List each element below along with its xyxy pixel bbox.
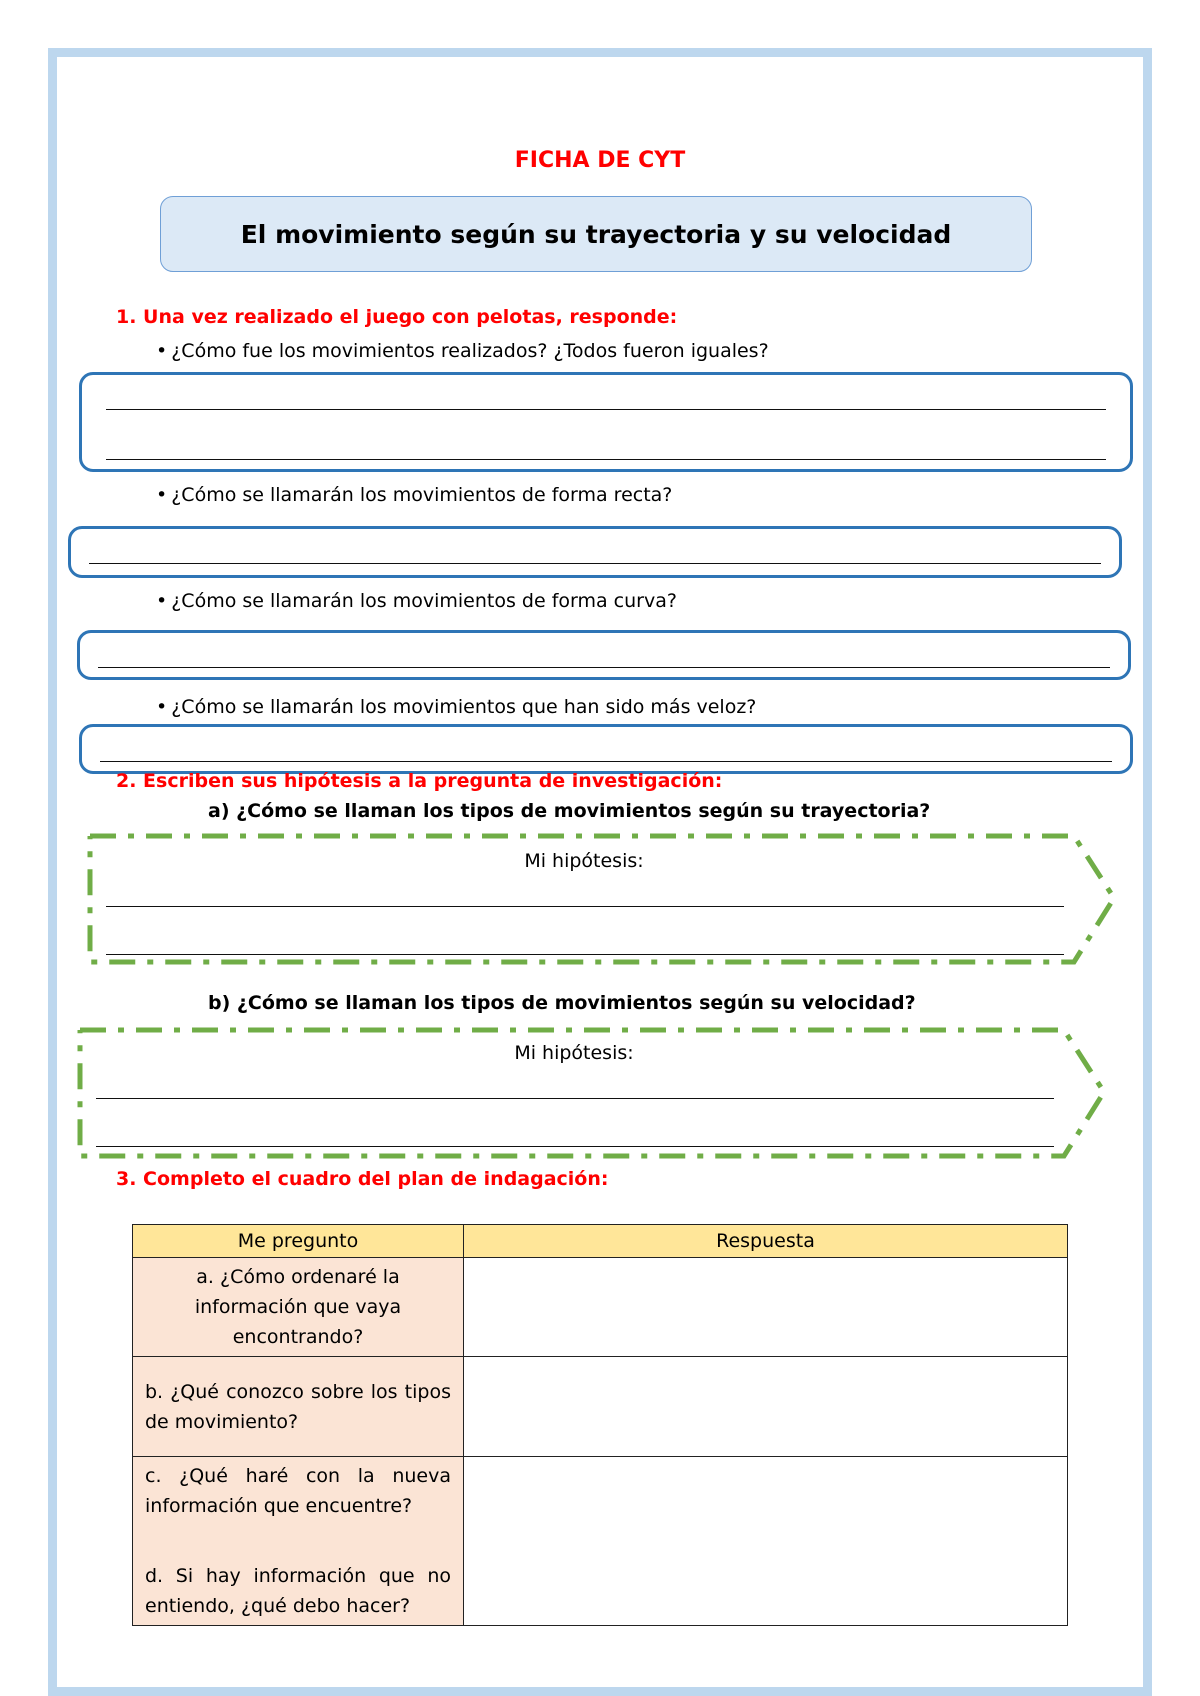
table-header-row	[133, 1225, 1068, 1258]
table-row	[133, 1457, 1068, 1626]
question-cell: b. ¿Qué conozco sobre los tipos de movimiento?	[133, 1357, 464, 1457]
question-1-4-text: ¿Cómo se llamarán los movimientos que han sido más veloz?	[171, 696, 757, 718]
bullet-icon: •	[156, 696, 168, 718]
topic-title: El movimiento según su trayectoria y su velocidad	[240, 219, 952, 249]
question-1-3-text: ¿Cómo se llamarán los movimientos de forma curva?	[171, 590, 677, 612]
answer-box-1[interactable]	[79, 372, 1133, 472]
answer-box-2[interactable]	[68, 526, 1122, 578]
header-respuesta: Respuesta	[464, 1225, 1068, 1258]
question-1-1-text: ¿Cómo fue los movimientos realizados? ¿Todos fueron iguales?	[171, 340, 769, 362]
header-me-pregunto: Me pregunto	[133, 1225, 464, 1258]
answer-line[interactable]	[98, 667, 1110, 668]
answer-line[interactable]	[89, 563, 1101, 564]
question-1-1	[156, 340, 769, 362]
hypothesis-b-line[interactable]	[96, 1098, 1054, 1099]
question-1-2-text: ¿Cómo se llamarán los movimientos de forma recta?	[171, 484, 673, 506]
table-row	[133, 1357, 1068, 1457]
answer-cell[interactable]	[464, 1457, 1068, 1626]
question-1-4	[156, 696, 756, 718]
topic-title-box	[160, 196, 1032, 272]
answer-cell[interactable]	[464, 1258, 1068, 1357]
section-3-heading: 3. Completo el cuadro del plan de indagación:	[116, 1168, 609, 1190]
inquiry-plan-table	[132, 1224, 1068, 1626]
question-1-3	[156, 590, 677, 612]
page-title: FICHA DE CYT	[514, 148, 686, 173]
bullet-icon: •	[156, 340, 168, 362]
answer-line[interactable]	[106, 459, 1106, 460]
hypothesis-b-line[interactable]	[96, 1146, 1054, 1147]
section-1-heading: 1. Una vez realizado el juego con pelotas, responde:	[116, 306, 678, 328]
answer-box-3[interactable]	[77, 630, 1131, 680]
section-2-heading: 2. Escriben sus hipótesis a la pregunta de investigación:	[116, 770, 723, 792]
hypothesis-a-line[interactable]	[106, 954, 1064, 955]
question-d-text: d. Si hay información que no entiendo, ¿qué debo hacer?	[145, 1565, 451, 1617]
answer-line[interactable]	[106, 409, 1106, 410]
question-2a: a) ¿Cómo se llaman los tipos de movimientos según su trayectoria?	[208, 800, 931, 822]
question-1-2	[156, 484, 672, 506]
answer-cell[interactable]	[464, 1357, 1068, 1457]
question-2b: b) ¿Cómo se llaman los tipos de movimientos según su velocidad?	[208, 992, 916, 1014]
hypothesis-b-label: Mi hipótesis:	[514, 1042, 634, 1064]
bullet-icon: •	[156, 590, 168, 612]
bullet-icon: •	[156, 484, 168, 506]
table-row	[133, 1258, 1068, 1357]
hypothesis-a-line[interactable]	[106, 906, 1064, 907]
answer-box-4[interactable]	[79, 724, 1133, 774]
answer-line[interactable]	[100, 761, 1112, 762]
hypothesis-a-label: Mi hipótesis:	[524, 850, 644, 872]
question-cell: a. ¿Cómo ordenaré la información que vaya encontrando?	[133, 1258, 464, 1357]
question-cell	[133, 1457, 464, 1626]
question-c-text: c. ¿Qué haré con la nueva información que encuentre?	[145, 1465, 451, 1517]
